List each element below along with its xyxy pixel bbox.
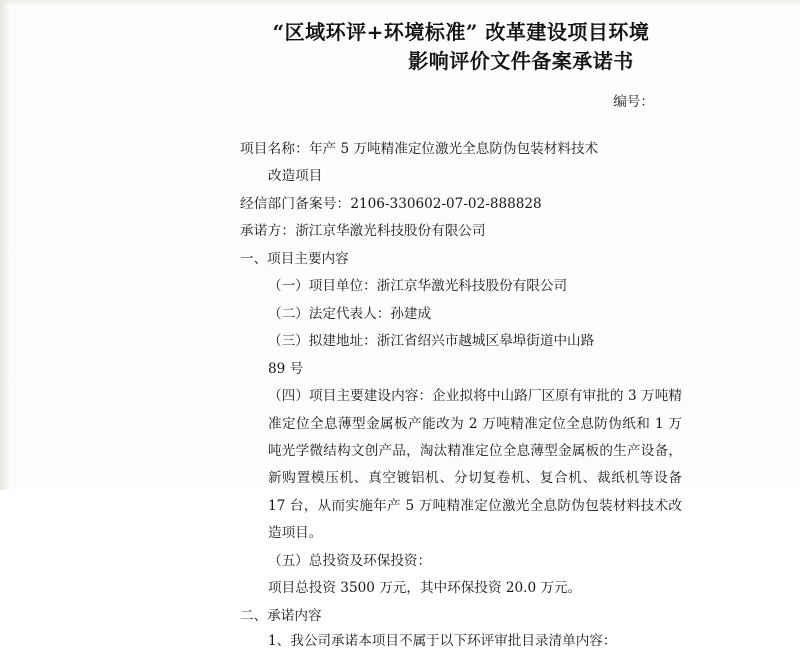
section-heading-one: 一、项目主要内容 [240, 250, 349, 267]
field-promisor [240, 218, 682, 245]
item-label: 法定代表人： [308, 305, 391, 322]
section-one-item-5 [240, 548, 682, 575]
item-text: 浙江京华激光科技股份有限公司 [376, 278, 568, 295]
item-label: 拟建地址： [308, 333, 377, 350]
item-text: 我公司承诺本项目不属于以下环评审批目录清单内容： [290, 633, 617, 650]
title-line-1: “区域环评+环境标准” 改革建设项目环境 [272, 20, 650, 44]
section-two-item-1-wrapper [240, 630, 682, 655]
section-two-item-1 [240, 630, 682, 655]
item-text: 孙建成 [390, 305, 432, 322]
item-label: 项目单位： [308, 278, 377, 295]
section-one-item-3 [240, 328, 682, 355]
section-one-item-3-continued: 89 号 [268, 360, 304, 377]
field-promisor-value: 浙江京华激光科技股份有限公司 [295, 223, 486, 240]
serial-number-field [240, 90, 682, 110]
section-one-item-1 [240, 273, 682, 300]
item-text: 企业拟将中山路厂区原有审批的 3 万吨精准定位全息薄型金属板产能改为 2 万吨精准定位全息防伪纸和 1 万吨光学微结构文创产品，淘汰精准定位全息薄型金属板的生产设备，新购置模压机、真空镀铝机、分切复卷机、复合机、裁纸机等设备 17 台，从而实施年产 5 万吨精准定位激光全息防伪包装材料技术改造项目。 [268, 388, 682, 542]
field-promisor-label: 承诺方： [240, 223, 296, 240]
field-project-name-value: 年产 5 万吨精准定位激光全息防伪包装材料技术 [308, 141, 599, 157]
item-text: 浙江省绍兴市越城区皋埠街道中山路 [376, 333, 595, 350]
item-marker: （三） [268, 333, 309, 350]
document-body [240, 136, 682, 656]
page-title [240, 18, 682, 76]
item-label: 总投资及环保投资： [308, 552, 432, 569]
field-record-number-value: 2106-330602-07-02-888828 [350, 195, 542, 212]
section-one-item-4 [240, 383, 682, 548]
field-project-name-continued: 改造项目 [268, 168, 323, 185]
title-line-2: 影响评价文件备案承诺书 [408, 49, 634, 73]
section-one-item-5-text: 项目总投资 3500 万元，其中环保投资 20.0 万元。 [268, 580, 582, 597]
item-marker: （一） [268, 278, 309, 295]
section-heading-two: 二、承诺内容 [240, 607, 322, 624]
item-marker: （四） [268, 388, 310, 405]
field-record-number [240, 191, 682, 218]
serial-number-label: 编号： [613, 94, 654, 110]
item-marker: （五） [268, 552, 309, 569]
section-one-item-2 [240, 301, 682, 328]
field-record-number-label: 经信部门备案号： [240, 195, 351, 212]
field-project-name [240, 136, 682, 163]
item-marker: 1、 [268, 633, 291, 650]
item-marker: （二） [268, 305, 309, 322]
field-project-name-label: 项目名称： [240, 141, 309, 157]
item-label: 项目主要建设内容： [309, 388, 433, 405]
